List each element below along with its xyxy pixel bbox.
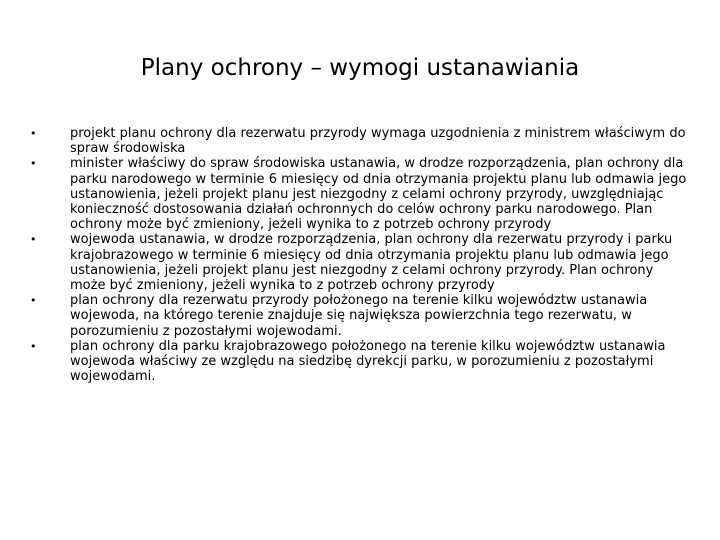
bullet-dot-icon: • — [30, 233, 37, 247]
list-item — [30, 232, 690, 293]
bullet-list — [30, 126, 690, 384]
bullet-text: plan ochrony dla parku krajobrazowego położonego na terenie kilku województw ustanawia wojewoda właściwy ze względu na siedzibę dyrekcji parku, w porozumieniu z pozostałymi wojewodami. — [70, 338, 666, 385]
bullet-text: minister właściwy do spraw środowiska ustanawia, w drodze rozporządzenia, plan ochrony dla parku narodowego w terminie 6 miesięcy od dnia otrzymania projektu planu lub odmawia jego ustanowienia, jeżeli projekt planu jest niezgodny z celami ochrony przyrody, uwzględniając konieczność dostosowania działań ochronnych do celów ochrony parku narodowego. Plan ochrony może być zmieniony, jeżeli wynika to z potrzeb ochrony przyrody — [70, 156, 687, 233]
list-item — [30, 339, 690, 385]
bullet-dot-icon: • — [30, 339, 37, 353]
bullet-text: wojewoda ustanawia, w drodze rozporządzenia, plan ochrony dla rezerwatu przyrody i parku krajobrazowego w terminie 6 miesięcy od dnia otrzymania projektu planu lub odmawia jego ustanowienia, jeżeli projekt planu jest niezgodny z celami ochrony przyrody. Plan ochrony może być zmieniony, jeżeli wynika to z potrzeb ochrony przyrody — [70, 232, 673, 294]
list-item — [30, 156, 690, 232]
bullet-text: projekt planu ochrony dla rezerwatu przyrody wymaga uzgodnienia z ministrem właściwym do spraw środowiska — [70, 126, 686, 157]
bullet-dot-icon: • — [30, 157, 37, 171]
bullet-dot-icon: • — [30, 294, 37, 308]
list-item — [30, 126, 690, 156]
list-item — [30, 293, 690, 339]
slide-title: Plany ochrony – wymogi ustanawiania — [140, 55, 580, 81]
bullet-dot-icon: • — [30, 127, 37, 140]
bullet-text: plan ochrony dla rezerwatu przyrody położonego na terenie kilku województw ustanawia wojewoda, na którego terenie znajduje się największa powierzchnia tego rezerwatu, w porozumieniu z pozostałymi wojewodami. — [70, 293, 648, 339]
